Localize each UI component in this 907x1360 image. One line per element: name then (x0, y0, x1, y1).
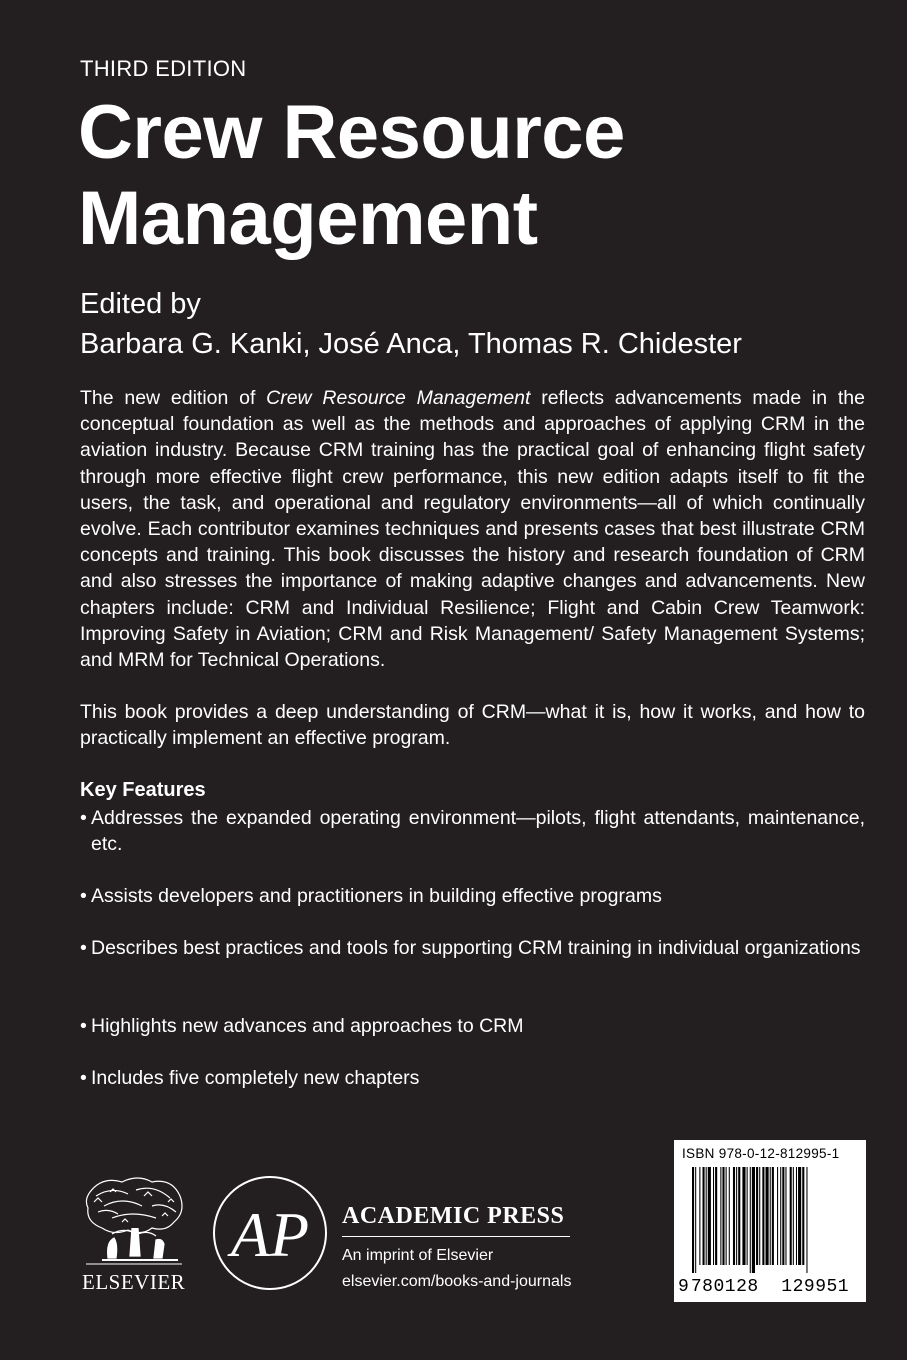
barcode-bar (715, 1167, 717, 1265)
barcode-bar (692, 1167, 694, 1273)
edited-by-label: Edited by (80, 288, 201, 320)
barcode-bar (770, 1167, 771, 1265)
barcode-bar (738, 1167, 740, 1265)
key-feature-item: • Highlights new advances and approaches to CRM (80, 1013, 865, 1065)
isbn-barcode-box (674, 1140, 866, 1302)
barcode-bar (747, 1167, 748, 1265)
barcode-bar (733, 1167, 735, 1265)
barcode-bar (759, 1167, 760, 1265)
barcode-bar (713, 1167, 714, 1265)
key-feature-item: • Describes best practices and tools for supporting CRM training in individual organizations (80, 935, 865, 1013)
barcode-bar (777, 1167, 778, 1265)
barcode-bar (729, 1167, 730, 1265)
key-features-heading: Key Features (80, 779, 206, 801)
isbn-first-digit: 9 (678, 1277, 689, 1297)
elsevier-wordmark: ELSEVIER (82, 1270, 186, 1294)
barcode-bar (806, 1167, 807, 1273)
key-feature-item: • Addresses the expanded operating environment—pilots, flight attendants, maintenance, etc. (80, 805, 865, 883)
publisher-name: ACADEMIC PRESS (342, 1203, 565, 1229)
barcode-bar (742, 1167, 745, 1265)
barcode-bar (708, 1167, 711, 1265)
barcode-bars (692, 1167, 850, 1273)
barcode-bar (793, 1167, 794, 1265)
barcode-bar (706, 1167, 707, 1265)
key-features-list (80, 805, 865, 1091)
barcode-bar (752, 1167, 755, 1273)
key-feature-item: • Includes five completely new chapters (80, 1065, 865, 1091)
barcode-bar (722, 1167, 724, 1265)
description-p1-end: reflects advancements made in the conceptual foundation as well as the methods and approaches of applying CRM in the aviation industry. Because CRM training has the practical goal of enhancing flight safety through more effective flight crew performance, this new edition adapts itself to fit the users, the task, and operational and regulatory environments—all of which continually evolve. Each contributor examines techniques and presents cases that best illustrate CRM concepts and training. This book discusses the history and research foundation of CRM and also stresses the importance of making adaptive changes and advancements. New chapters include: CRM and Individual Resilience; Flight and Cabin Crew Teamwork: Improving Safety in Aviation; CRM and Risk Management/ Safety Management Systems; and MRM for Technical Operations. (80, 387, 865, 672)
publisher-url: elsevier.com/books-and-journals (342, 1273, 572, 1290)
academic-press-logo-icon (211, 1174, 329, 1292)
barcode-bar (796, 1167, 797, 1265)
barcode-bar (695, 1167, 696, 1273)
description (80, 385, 865, 778)
title-line-1: Crew Resource (78, 90, 625, 175)
barcode-bar (756, 1167, 758, 1265)
elsevier-tree-logo-icon (82, 1172, 186, 1268)
barcode-bar (766, 1167, 769, 1265)
barcode-bar (762, 1167, 764, 1265)
editors-names: Barbara G. Kanki, José Anca, Thomas R. Chidester (80, 328, 742, 360)
barcode-bar (772, 1167, 774, 1265)
barcode-bar (736, 1167, 737, 1265)
description-p1-start: The new edition of (80, 387, 267, 409)
book-title (78, 90, 625, 262)
barcode-bar (750, 1167, 751, 1273)
barcode-bar (785, 1167, 786, 1265)
barcode-bar (699, 1167, 700, 1265)
key-feature-item: • Assists developers and practitioners in building effective programs (80, 883, 865, 935)
publisher-divider (342, 1236, 570, 1237)
isbn-digits: 780128 129951 (690, 1277, 850, 1297)
description-paragraph-2: This book provides a deep understanding of CRM—what it is, how it works, and how to practically implement an effective program. (80, 701, 865, 750)
isbn-label: ISBN 978-0-12-812995-1 (682, 1146, 840, 1161)
barcode-bar (726, 1167, 727, 1265)
barcode-bar (798, 1167, 801, 1265)
publisher-imprint: An imprint of Elsevier (342, 1247, 494, 1264)
barcode-bar (782, 1167, 784, 1265)
barcode-bar (790, 1167, 792, 1265)
description-book-title: Crew Resource Management (266, 387, 531, 409)
barcode-bar (703, 1167, 705, 1265)
barcode-bar (720, 1167, 721, 1265)
ap-monogram: AP (230, 1199, 310, 1270)
description-paragraph-1 (80, 385, 865, 673)
title-line-2: Management (78, 176, 538, 261)
edition-label: THIRD EDITION (80, 56, 247, 81)
barcode-bar (802, 1167, 804, 1265)
barcode-bar (780, 1167, 781, 1265)
